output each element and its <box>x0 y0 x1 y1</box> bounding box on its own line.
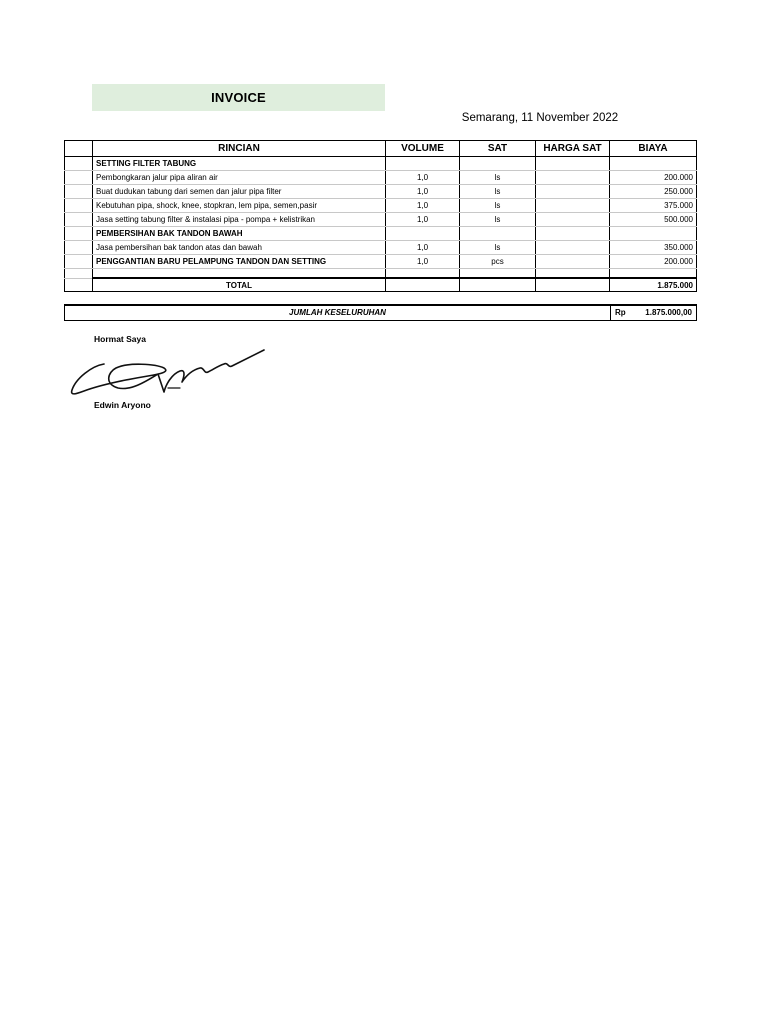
row-label-cell <box>65 157 93 171</box>
item-cost: 200.000 <box>610 255 697 269</box>
table-row <box>65 157 697 171</box>
item-description: SETTING FILTER TABUNG <box>93 157 386 171</box>
item-unit: ls <box>460 171 536 185</box>
row-label-cell <box>65 171 93 185</box>
invoice-date: Semarang, 11 November 2022 <box>461 112 619 124</box>
total-unit-cell <box>460 278 536 292</box>
item-description: Kebutuhan pipa, shock, knee, stopkran, lem pipa, semen,pasir <box>93 199 386 213</box>
table-row <box>65 199 697 213</box>
item-cost: 250.000 <box>610 185 697 199</box>
item-cost: 200.000 <box>610 171 697 185</box>
item-cost: 375.000 <box>610 199 697 213</box>
item-volume: 1,0 <box>386 213 460 227</box>
item-unit: pcs <box>460 255 536 269</box>
item-unit <box>460 157 536 171</box>
signer-name: Edwin Aryono <box>94 400 151 410</box>
table-row <box>65 171 697 185</box>
blank-cell <box>536 269 610 279</box>
invoice-title: INVOICE <box>211 90 266 105</box>
total-row <box>65 278 697 292</box>
item-volume: 1,0 <box>386 241 460 255</box>
blank-cell <box>460 269 536 279</box>
table-row <box>65 185 697 199</box>
item-unit-price <box>536 213 610 227</box>
item-unit-price <box>536 255 610 269</box>
blank-cell <box>93 269 386 279</box>
table-header-row <box>65 141 697 157</box>
column-header-sat: SAT <box>460 141 536 157</box>
item-unit: ls <box>460 241 536 255</box>
item-unit: ls <box>460 213 536 227</box>
row-label-cell <box>65 269 93 279</box>
row-label-cell <box>65 213 93 227</box>
item-unit-price <box>536 227 610 241</box>
column-header-volume: VOLUME <box>386 141 460 157</box>
blank-cell <box>610 269 697 279</box>
item-description: Jasa setting tabung filter & instalasi pipa - pompa + kelistrikan <box>93 213 386 227</box>
item-unit-price <box>536 171 610 185</box>
total-value: 1.875.000 <box>610 278 697 292</box>
table-row <box>65 213 697 227</box>
item-cost <box>610 157 697 171</box>
row-label-cell <box>65 227 93 241</box>
item-unit-price <box>536 185 610 199</box>
column-header-biaya: BIAYA <box>610 141 697 157</box>
grand-total-amount: 1.875.000,00 <box>645 308 692 317</box>
blank-cell <box>386 269 460 279</box>
item-volume: 1,0 <box>386 171 460 185</box>
row-label-cell <box>65 199 93 213</box>
grand-total-currency: Rp <box>615 308 626 317</box>
total-unit-price-cell <box>536 278 610 292</box>
grand-total-label: JUMLAH KESELURUHAN <box>65 306 611 320</box>
row-label-cell <box>65 255 93 269</box>
item-unit-price <box>536 157 610 171</box>
table-row-blank <box>65 269 697 279</box>
item-unit <box>460 227 536 241</box>
row-label-cell <box>65 278 93 292</box>
item-volume: 1,0 <box>386 199 460 213</box>
handwritten-signature <box>68 344 268 403</box>
item-description: Jasa pembersihan bak tandon atas dan bawah <box>93 241 386 255</box>
item-unit-price <box>536 241 610 255</box>
row-label-cell <box>65 185 93 199</box>
item-unit: ls <box>460 199 536 213</box>
table-row <box>65 241 697 255</box>
item-volume <box>386 227 460 241</box>
row-label-header <box>65 141 93 157</box>
item-cost: 350.000 <box>610 241 697 255</box>
item-description: Pembongkaran jalur pipa aliran air <box>93 171 386 185</box>
item-description: PEMBERSIHAN BAK TANDON BAWAH <box>93 227 386 241</box>
column-header-harga-sat: HARGA SAT <box>536 141 610 157</box>
invoice-title-box <box>92 84 385 111</box>
item-volume <box>386 157 460 171</box>
item-unit-price <box>536 199 610 213</box>
grand-total-row <box>64 304 697 321</box>
item-description: PENGGANTIAN BARU PELAMPUNG TANDON DAN SETTING <box>93 255 386 269</box>
item-volume: 1,0 <box>386 185 460 199</box>
total-label: TOTAL <box>93 278 386 292</box>
item-cost: 500.000 <box>610 213 697 227</box>
table-row <box>65 227 697 241</box>
item-cost <box>610 227 697 241</box>
closing-text: Hormat Saya <box>94 334 146 344</box>
item-description: Buat dudukan tabung dari semen dan jalur pipa filter <box>93 185 386 199</box>
item-volume: 1,0 <box>386 255 460 269</box>
item-unit: ls <box>460 185 536 199</box>
row-label-cell <box>65 241 93 255</box>
table-row <box>65 255 697 269</box>
column-header-rincian: RINCIAN <box>93 141 386 157</box>
total-volume-cell <box>386 278 460 292</box>
invoice-items-table <box>64 140 697 292</box>
